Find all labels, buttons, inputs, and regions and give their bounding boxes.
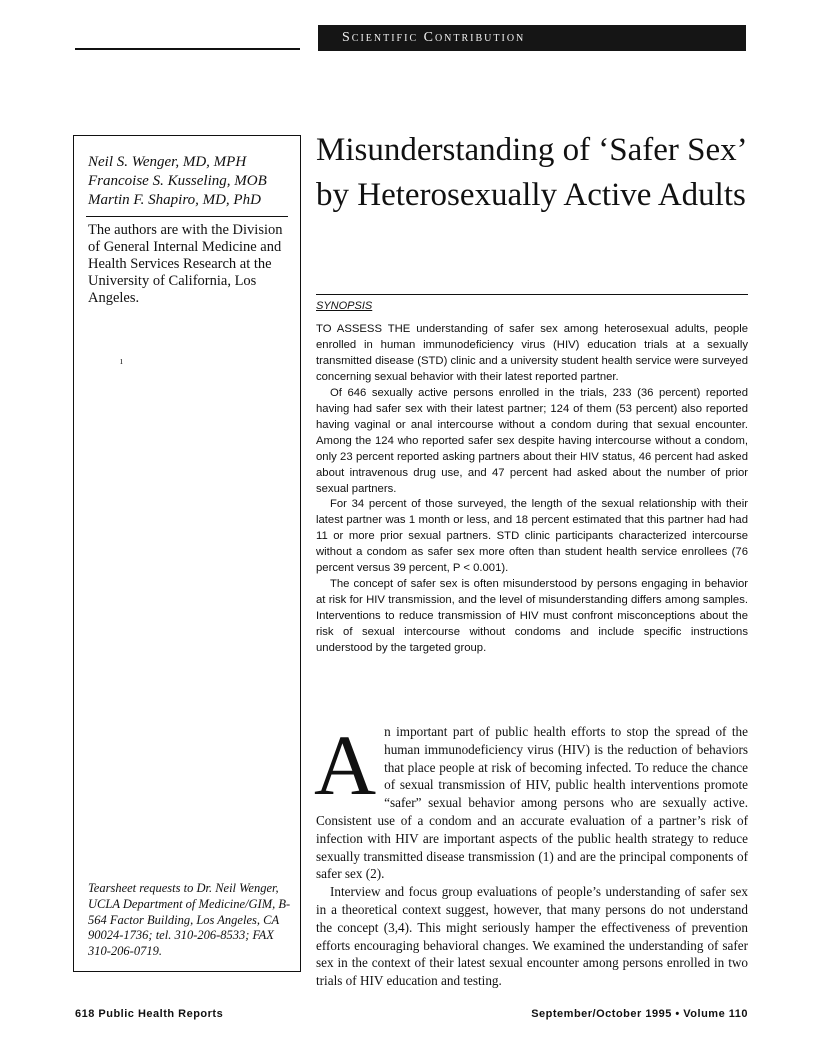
sidebar-divider xyxy=(86,216,288,217)
synopsis-rule xyxy=(316,294,748,295)
title-line-2: by Heterosexually Active Adults xyxy=(316,177,746,213)
header-rule xyxy=(75,48,300,50)
author-list xyxy=(88,153,288,210)
article-title xyxy=(316,128,756,218)
body-paragraph: Interview and focus group evaluations of people’s understanding of safer sex in a theoretical context suggest, however, that many persons do not understand the concept (3,4). This might seriously hamper the effectiveness of prevention efforts encouraging behavioral changes. We examined the understanding of safer sex in the context of their latest sexual encounter among persons enrolled in two trials of HIV education and testing. xyxy=(316,884,748,989)
section-banner: Scientific Contribution xyxy=(318,25,746,51)
synopsis-heading: SYNOPSIS xyxy=(316,300,373,312)
footer-journal: 618 Public Health Reports xyxy=(75,1008,224,1020)
synopsis-paragraph: TO ASSESS THE understanding of safer sex among heterosexual adults, people enrolled in human immunodeficiency virus (HIV) education trials at a sexually transmitted disease (STD) clinic and a university student health service were surveyed concerning sexual behavior with their latest reported partner. xyxy=(316,323,748,383)
synopsis xyxy=(316,322,748,657)
stray-mark: ı xyxy=(120,356,123,367)
author-name: Neil S. Wenger, MD, MPH xyxy=(88,154,247,170)
synopsis-paragraph: Of 646 sexually active persons enrolled in the trials, 233 (36 percent) reported having had safer sex with their latest partner; 124 of them (53 percent) also reported having vaginal or anal intercourse without a condom during that sexual encounter. Among the 124 who reported safer sex despite having intercourse without a condom, only 23 percent reported asking partners about their HIV status, 46 percent had asked about intravenous drug use, and 47 percent had asked about the number of prior sexual partners. xyxy=(316,386,748,495)
author-sidebar xyxy=(73,135,301,972)
footer-issue: September/October 1995 • Volume 110 xyxy=(531,1008,748,1020)
author-name: Martin F. Shapiro, MD, PhD xyxy=(88,192,261,208)
author-affiliation: The authors are with the Division of General Internal Medicine and Health Services Research at the University of California, Los Angeles. xyxy=(88,222,283,306)
synopsis-paragraph: For 34 percent of those surveyed, the length of the sexual relationship with their latest partner was 1 month or less, and 18 percent estimated that this partner had had 11 or more prior sexual partners. STD clinic participants characterized intercourse without a condom as safer sex more often than student health service enrollees (76 percent versus 39 percent, P < 0.001). xyxy=(316,498,748,575)
synopsis-paragraph: The concept of safer sex is often misunderstood by persons engaging in behavior at risk for HIV transmission, and the level of misunderstanding differs among samples. Interventions to reduce transmission of HIV must confront misconceptions about the risk of sexual intercourse without condoms and include specific instructions understood by the targeted group. xyxy=(316,578,748,655)
body-paragraph-text: n important part of public health efforts to stop the spread of the human immunodeficiency virus (HIV) is the reduction of behaviors that place people at risk of becoming infected. To reduce the chance of sexual transmission of HIV, public health interventions promote “safer” sexual behavior among persons who are sexually active. Consistent use of a condom and an accurate evaluation of a partner’s risk of infection with HIV are important aspects of the public health strategy to reduce sexually transmitted disease transmission (1) and are the principal components of safer sex (2). xyxy=(316,724,748,882)
title-line-1: Misunderstanding of ‘Safer Sex’ xyxy=(316,132,748,168)
article-body xyxy=(314,717,748,990)
body-paragraph xyxy=(314,717,748,883)
author-name: Francoise S. Kusseling, MOB xyxy=(88,173,267,189)
tearsheet-request: Tearsheet requests to Dr. Neil Wenger, UCLA Department of Medicine/GIM, B-564 Factor Building, Los Angeles, CA 90024-1736; tel. 310-206-8533; FAX 310-206-0719. xyxy=(88,881,291,959)
drop-cap: A xyxy=(314,717,377,813)
